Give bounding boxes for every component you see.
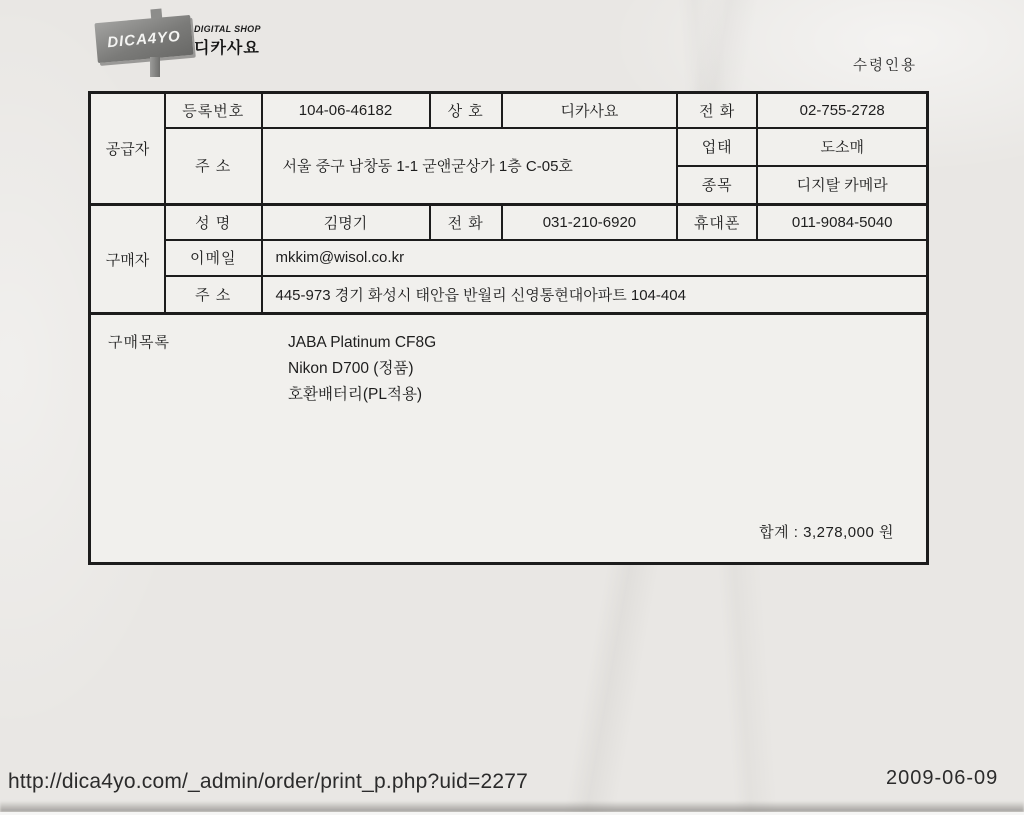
biz-item-value: 디지탈 카메라: [757, 166, 927, 205]
supplier-section-label: 공급자: [90, 93, 165, 205]
logo-text: [194, 24, 264, 58]
biz-type-label: 업태: [677, 128, 757, 166]
recipient-copy-label: 수령인용: [853, 58, 918, 74]
buyer-row-2: [90, 240, 928, 276]
buyer-mobile-label: 휴대폰: [677, 205, 757, 240]
purchase-list-cell: [90, 314, 928, 564]
logo: [93, 8, 261, 74]
signboard-icon: DICA4YO: [94, 15, 193, 63]
supplier-address-label: 주 소: [165, 128, 262, 205]
buyer-section-label: 구매자: [90, 205, 165, 314]
supplier-phone-value: 02-755-2728: [757, 93, 927, 128]
logo-shop-name: 디카사요: [194, 40, 260, 57]
purchase-item: JABA Platinum CF8G: [288, 334, 437, 351]
supplier-row-2: [90, 128, 928, 166]
buyer-email-value: mkkim@wisol.co.kr: [262, 240, 928, 276]
reg-no-value: 104-06-46182: [262, 93, 430, 128]
supplier-address-value: 서울 중구 남창동 1-1 굳앤굳상가 1층 C-05호: [262, 128, 677, 205]
buyer-name-value: 김명기: [262, 205, 430, 240]
reg-no-label: 등록번호: [165, 93, 262, 128]
trade-name-value: 디카사요: [502, 93, 677, 128]
footer-print-url: http://dica4yo.com/_admin/order/print_p.php?uid=2277: [8, 770, 528, 793]
buyer-phone-value: 031-210-6920: [502, 205, 677, 240]
total-amount: 합계 : 3,278,000 원: [759, 524, 894, 541]
trade-name-label: 상 호: [430, 93, 502, 128]
buyer-row-3: [90, 276, 928, 314]
purchase-item: 호환배터리(PL적용): [288, 386, 423, 403]
supplier-row-1: [90, 93, 928, 128]
footer-date: 2009-06-09: [886, 767, 999, 789]
buyer-name-label: 성 명: [165, 205, 262, 240]
logo-shop-type: DIGITAL SHOP: [194, 24, 261, 34]
purchase-items: [288, 330, 436, 408]
buyer-phone-label: 전 화: [430, 205, 502, 240]
purchase-row: [90, 314, 928, 564]
purchase-item: Nikon D700 (정품): [288, 360, 414, 377]
scan-bottom-shadow: [0, 801, 1024, 812]
purchase-section-label: 구매목록: [108, 334, 170, 351]
buyer-address-value: 445-973 경기 화성시 태안읍 반월리 신영통현대아파트 104-404: [262, 276, 928, 314]
buyer-address-label: 주 소: [165, 276, 262, 314]
supplier-phone-label: 전 화: [677, 93, 757, 128]
signpost-pole-icon: [150, 57, 160, 77]
buyer-mobile-value: 011-9084-5040: [757, 205, 927, 240]
buyer-row-1: [90, 205, 928, 240]
receipt-table: [88, 91, 929, 565]
buyer-email-label: 이메일: [165, 240, 262, 276]
biz-type-value: 도소매: [757, 128, 927, 166]
biz-item-label: 종목: [677, 166, 757, 205]
